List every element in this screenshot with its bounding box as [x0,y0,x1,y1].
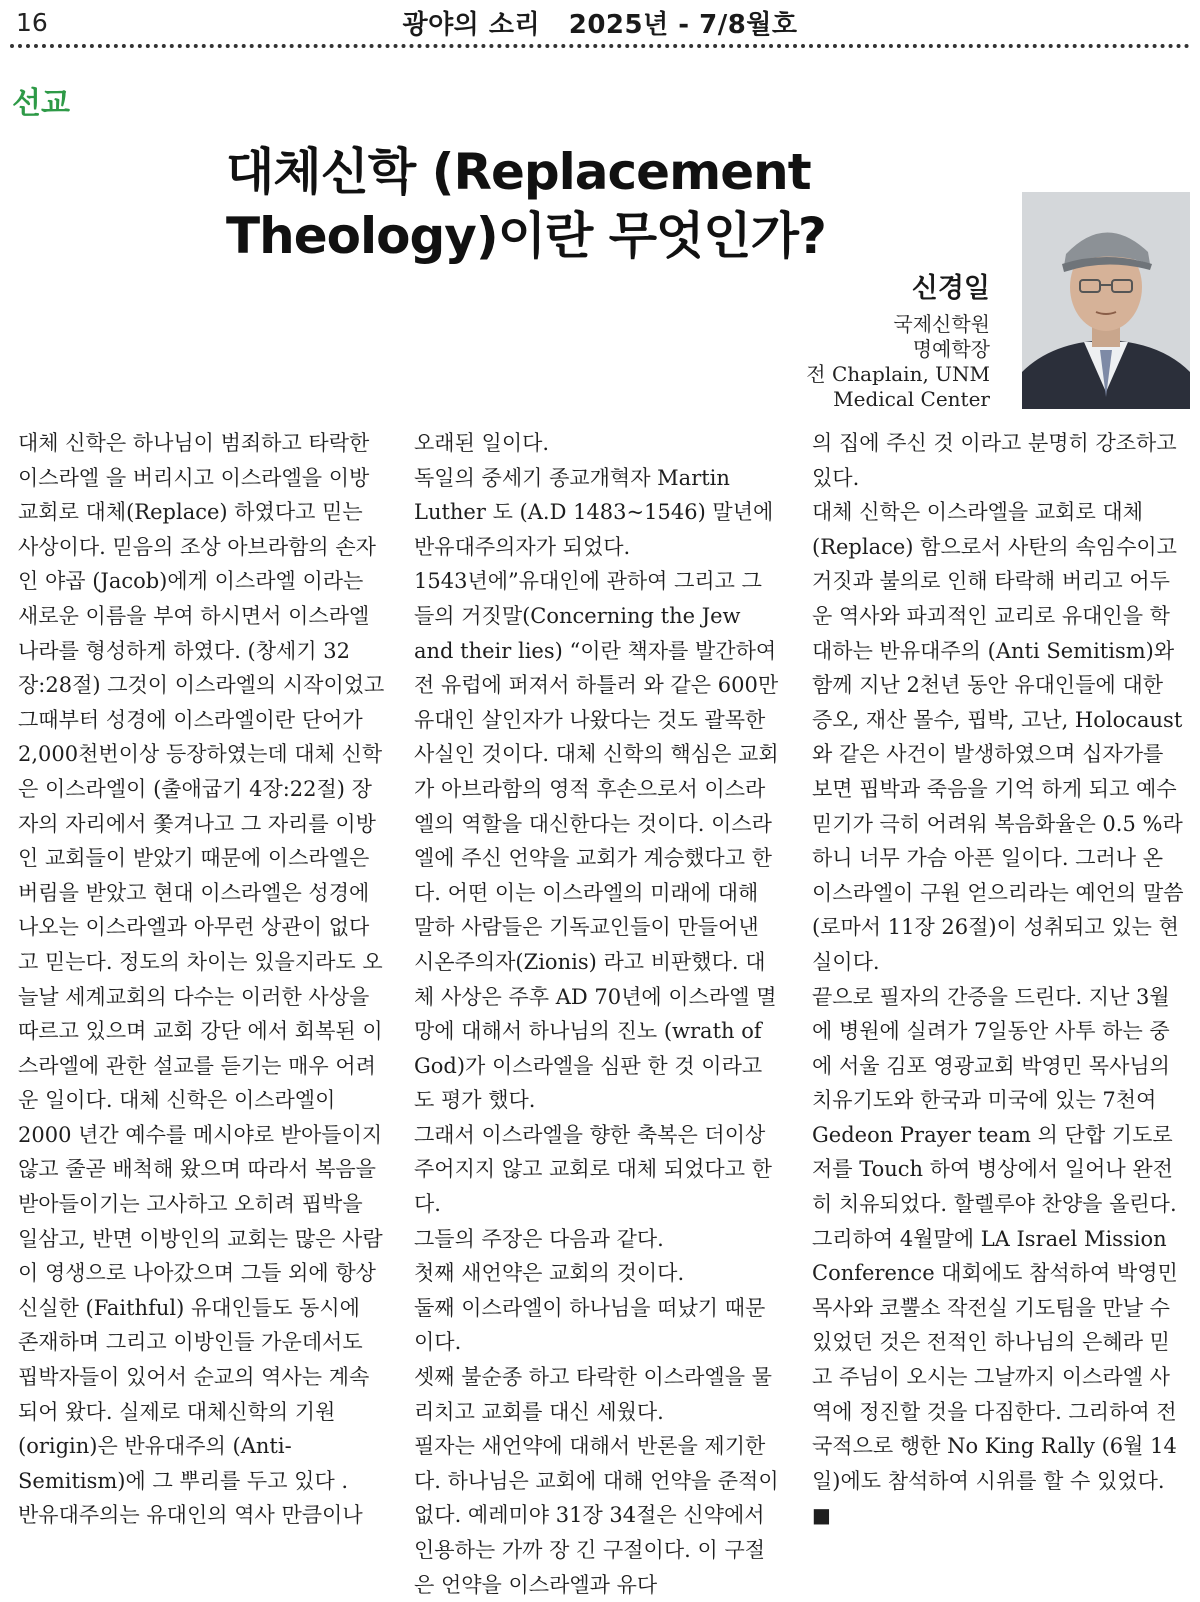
paragraph: 대체 신학은 하나님이 범죄하고 타락한 이스라엘 을 버리시고 이스라엘을 이방 교회로 대체(Replace) 하였다고 믿는 사상이다. 믿음의 조상 아브라함의 손자인 야곱 (Jacob)에게 이스라엘 이라는 새로운 이름을 부여 하시면서 이스라엘 나라를 형성하게 하였다. (창세기 32장:28절) 그것이 이스라엘의 시작이었고 그때부터 성경에 이스라엘이란 단어가 2,000천번이상 등장하였는데 대체 신학은 이스라엘이 (출애굽기 4장:22절) 장자의 자리에서 쫓겨나고 그 자리를 이방인 교회들이 받았기 때문에 이스라엘은 버림을 받았고 현대 이스라엘은 성경에 나오는 이스라엘과 아무런 상관이 없다고 믿는다. 정도의 차이는 있을지라도 오늘날 세계교회의 다수는 이러한 사상을 따르고 있으며 교회 강단 에서 회복된 이스라엘에 관한 설교를 듣기는 매우 어려운 일이다. 대체 신학은 이스라엘이 2000 년간 예수를 메시야로 받아들이지 않고 줄곧 배척해 왔으며 따라서 복음을 받아들이기는 고사하고 오히려 핍박을 일삼고, 반면 이방인의 교회는 많은 사람이 영생으로 나아갔으며 그들 외에 항상 신실한 (Faithful) 유대인들도 동시에 존재하며 그리고 이방인들 가운데서도 핍박자들이 있어서 순교의 역사는 계속되어 왔다. 실제로 대체신학의 기원 (origin)은 반유대주의 (Anti-Semitism)에 그 뿌리를 두고 있다 . [18,431,385,1493]
paragraph: 대체 신학은 이스라엘을 교회로 대체 (Replace) 함으로서 사탄의 속임수이고 거짓과 불의로 인해 타락해 버리고 어두운 역사와 파괴적인 교리로 유대인을 학대하는 반유대주의 (Anti Semitism)와 함께 지난 2천년 동안 유대인들에 대한 증오, 재산 몰수, 핍박, 고난, Holocaust와 같은 사건이 발생하였으며 십자가를 보면 핍박과 죽음을 기억 하게 되고 예수 믿기가 극히 어려워 복음화율은 0.5 %라 하니 너무 가슴 아픈 일이다. 그러나 온 이스라엘이 구원 얻으리라는 예언의 말씀 (로마서 11장 26절)이 성취되고 있는 현실이다. [812,500,1184,974]
section-label: 선교 [12,86,70,121]
author-portrait-icon [1022,192,1190,409]
paragraph: 의 집에 주신 것 이라고 분명히 강조하고 있다. [812,431,1177,490]
paragraph: 필자는 새언약에 대해서 반론을 제기한다. 하나님은 교회에 대해 언약을 준적이 없다. 예레미야 31장 34절은 신약에서 인용하는 가까 장 긴 구절이다. 이 구절은 언약을 이스라엘과 유다 [414,1434,779,1597]
paragraph: 그들의 주장은 다음과 같다. [414,1226,664,1251]
paragraph: 끝으로 필자의 간증을 드린다. 지난 3월에 병원에 실려가 7일동안 사투 하는 중에 서울 김포 영광교회 박영민 목사님의 치유기도와 한국과 미국에 있는 7천여 Gedeon Prayer team 의 단합 기도로 저를 Touch 하여 병상에서 일어나 완전히 치유되었다. 할렐루야 찬양을 올린다. 그리하여 4월말에 LA Israel Mission Conference 대회에도 참석하여 박영민 목사와 코뿔소 작전실 기도팀을 만날 수 있었던 것은 전적인 하나님의 은혜라 믿고 주님이 오시는 그날까지 이스라엘 사역에 정진할 것을 다짐한다. 그리하여 전국적으로 행한 No King Rally (6월 14일)에도 참석하여 시위를 할 수 있었다. [812,984,1178,1493]
article-column-2 [414,426,782,1602]
article-column-1 [18,426,386,1533]
paragraph: 둘째 이스라엘이 하나님을 떠났기 때문이다. [414,1295,766,1355]
paragraph: 반유대주의는 유대인의 역사 만큼이나 [18,1503,363,1528]
credential-line: Medical Center [833,387,990,411]
credential-line: 국제신학원 [893,312,990,336]
paragraph: 오래된 일이다. [414,431,550,455]
paragraph: 그래서 이스라엘을 향한 축복은 더이상 주어지지 않고 교회로 대체 되었다고 한다. [414,1122,772,1217]
paragraph: 셋째 불순종 하고 타락한 이스라엘을 물리치고 교회를 대신 세웠다. [414,1365,772,1424]
credential-line: 명예학장 [912,337,990,361]
page-number: 16 [16,8,48,37]
credential-line: 전 Chaplain, UNM [806,362,990,386]
author-name: 신경일 [911,273,990,304]
title-line-1: 대체신학 (Replacement [226,143,811,201]
article-column-3 [812,426,1184,1533]
paragraph: 첫째 새언약은 교회의 것이다. [414,1261,685,1286]
author-photo [1022,192,1190,409]
page-header [0,0,1200,46]
dotted-divider [10,44,1190,48]
article-title [226,140,946,268]
author-credentials [806,312,990,412]
title-line-2: Theology)이란 무엇인가? [226,207,826,265]
masthead: 광야의 소리 2025년 - 7/8월호 [402,10,798,40]
paragraph: 독일의 중세기 종교개혁자 Martin Luther 도 (A.D 1483~1546) 말년에 반유대주의자가 되었다. [414,465,774,559]
end-mark: ■ [812,1503,831,1528]
paragraph: 1543년에”유대인에 관하여 그리고 그들의 거짓말(Concerning the Jew and their lies) “이란 책자를 발간하여 전 유럽에 퍼져서 하틀러 와 같은 600만 유대인 살인자가 나왔다는 것도 괄목한 사실인 것이다. 대체 신학의 핵심은 교회가 아브라함의 영적 후손으로서 이스라엘의 역할을 대신한다는 것이다. 이스라엘에 주신 언약을 교회가 계승했다고 한다. 어떤 이는 이스라엘의 미래에 대해 말하 사람들은 기독교인들이 만들어낸 시온주의자(Zionis) 라고 비판했다. 대체 사상은 주후 AD 70년에 이스라엘 멸망에 대해서 하나님의 진노 (wrath of God)가 이스라엘을 심판 한 것 이라고도 평가 했다. [414,569,779,1113]
